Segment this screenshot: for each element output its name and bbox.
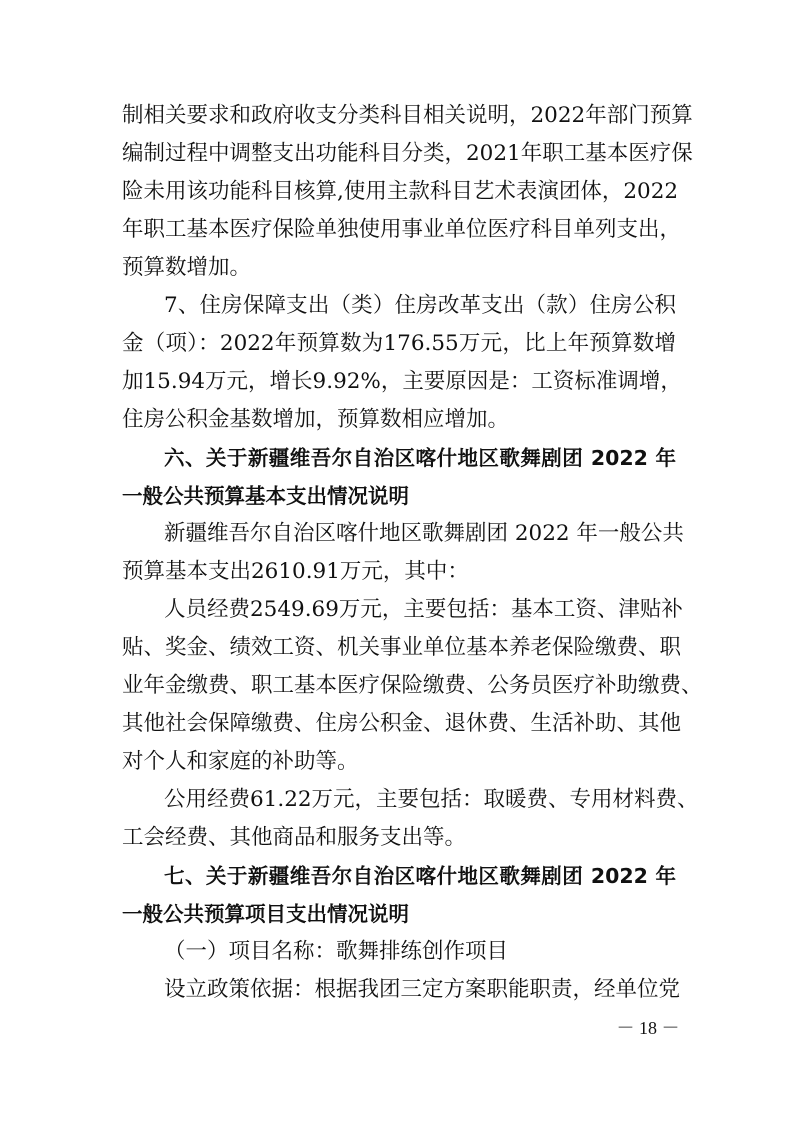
body-text-line: 对个人和家庭的补助等。 (122, 749, 359, 774)
subsection-heading: （一）项目名称：歌舞排练创作项目 (164, 939, 509, 964)
body-text-line: 业年金缴费、职工基本医疗保险缴费、公务员医疗补助缴费、 (122, 673, 703, 698)
body-text-line: 公用经费61.22万元，主要包括：取暖费、专用材料费、 (164, 787, 699, 812)
body-text-line: 其他社会保障缴费、住房公积金、退休费、生活补助、其他 (122, 711, 682, 736)
body-text-line: 险未用该功能科目核算,使用主款科目艺术表演团体，2022 (122, 179, 679, 204)
section-heading: 七、关于新疆维吾尔自治区喀什地区歌舞剧团 2022 年 (164, 864, 676, 888)
page-number: － 18 － (616, 1018, 680, 1038)
section-heading: 六、关于新疆维吾尔自治区喀什地区歌舞剧团 2022 年 (164, 446, 676, 470)
section-heading: 一般公共预算基本支出情况说明 (122, 484, 409, 508)
body-text-line: 年职工基本医疗保险单独使用事业单位医疗科目单列支出， (122, 217, 682, 242)
body-text-line: 加15.94万元，增长9.92%，主要原因是：工资标准调增， (122, 369, 682, 394)
body-text-line: 预算基本支出2610.91万元，其中： (122, 559, 469, 584)
body-text-line: 人员经费2549.69万元，主要包括：基本工资、津贴补 (164, 597, 683, 622)
body-text-line: 预算数增加。 (122, 255, 252, 280)
body-text-line: 住房公积金基数增加，预算数相应增加。 (122, 407, 510, 432)
body-text-line: 制相关要求和政府收支分类科目相关说明，2022年部门预算 (122, 103, 693, 128)
body-text-line: 7、住房保障支出（类）住房改革支出（款）住房公积 (164, 293, 676, 318)
body-text-line: 设立政策依据：根据我团三定方案职能职责，经单位党 (164, 977, 681, 1002)
body-text-line: 新疆维吾尔自治区喀什地区歌舞剧团 2022 年一般公共 (164, 521, 684, 546)
body-text-line: 金（项）：2022年预算数为176.55万元，比上年预算数增 (122, 331, 676, 356)
section-heading: 一般公共预算项目支出情况说明 (122, 902, 409, 926)
body-text-line: 工会经费、其他商品和服务支出等。 (122, 825, 467, 850)
body-text-line: 贴、奖金、绩效工资、机关事业单位基本养老保险缴费、职 (122, 635, 682, 660)
body-text-line: 编制过程中调整支出功能科目分类，2021年职工基本医疗保 (122, 141, 693, 166)
